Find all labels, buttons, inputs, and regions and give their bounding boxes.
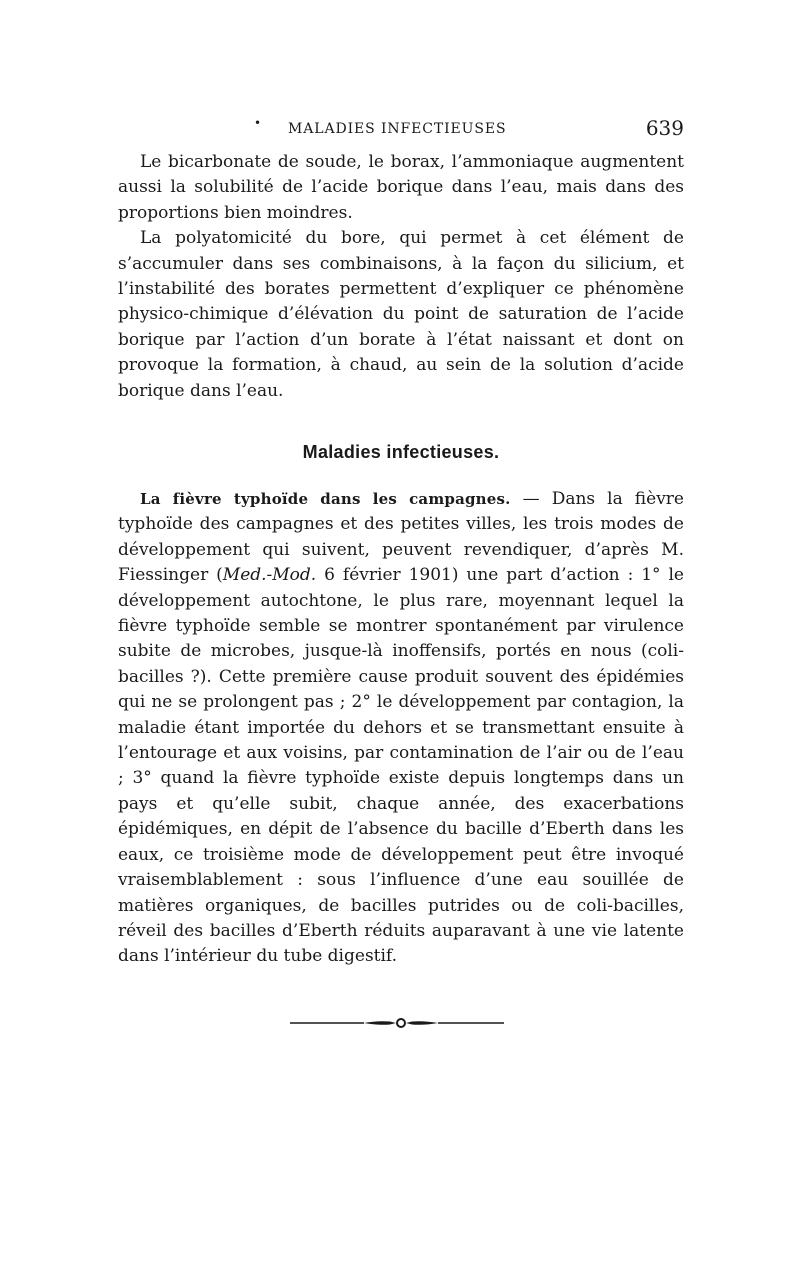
article-text-block [118,487,684,970]
article-text-main: 6 février 1901) une part d’action : 1° le développement autochtone, le plus rare, moyennant lequel la fièvre typhoïde semble se montrer spontanément par virulence subite de microbes, jusque-là inoffensifs, portés en nous (coli-bacilles ?). Cette première cause produit souvent des épidémies qui ne se prolongent pas ; 2° le développement par contagion, la maladie étant importée du dehors et se transmettant ensuite à l’entourage et aux voisins, par contamination de l’air ou de l’eau ; 3° quand la fièvre typhoïde existe depuis longtemps dans un pays et qu’elle subit, chaque année, des exacerbations épidémiques, en dépit de l’absence du bacille d’Eberth dans les eaux, ce troisième mode de développement peut être invoqué vraisemblablement : sous l’influence d’une eau souillée de matières organiques, de bacilles putrides ou de coli-bacilles, réveil des bacilles d’Eberth réduits auparavant à une vie latente dans l’intérieur du tube digestif. [118,565,684,967]
section-heading: Maladies infectieuses. [302,442,500,462]
page-number: 639 [645,116,684,140]
paragraph-bicarbonate: Le bicarbonate de soude, le borax, l’ammoniaque augmentent aussi la solubilité de l’acide borique dans l’eau, mais dans des proportions bien moindres. [118,152,684,223]
header-dot: • [254,116,262,130]
page-header [118,117,684,141]
article-text-intro: Dans la fièvre typhoïde des campagnes et des petites villes, les trois modes de développement qui suivent, peuvent revendiquer, d’après M. Fiessinger ( [118,489,684,586]
intro-text-block [118,150,684,404]
running-title: MALADIES INFECTIEUSES [288,121,507,137]
paragraph-polyatomicite: La polyatomicité du bore, qui permet à cet élément de s’accumuler dans ses combinaisons, à la façon du silicium, et l’instabilité des borates permettent d’expliquer ce phénomène physico-chimique d’élévation du point de saturation de l’acide borique par l’action d’un borate à l’état naissant et dont on provoque la formation, à chaud, au sein de la solution d’acide borique dans l’eau. [118,228,684,401]
end-of-section-ornament-icon [288,1016,506,1030]
article-title: La fièvre typhoïde dans les campagnes. [140,490,511,508]
article-citation: Med.-Mod. [222,565,317,586]
article-dash: — [510,489,552,509]
article-paragraph [118,487,684,970]
